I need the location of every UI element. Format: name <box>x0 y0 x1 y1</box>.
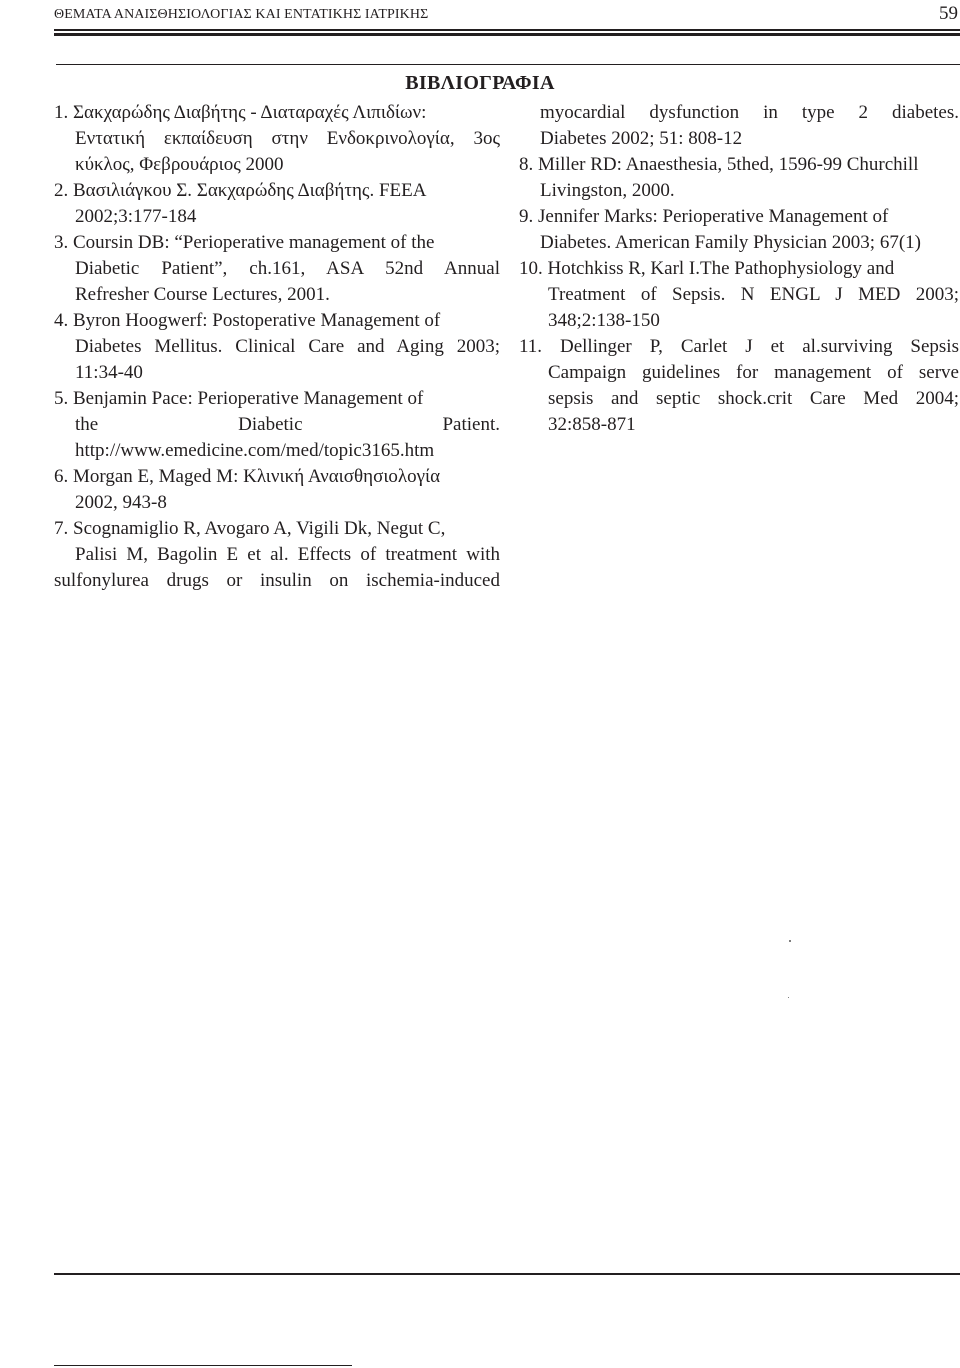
reference-line: Εντατική εκπαίδευση στην Ενδοκρινολογία, 3ος <box>75 128 500 149</box>
footnote-rule <box>54 1365 352 1366</box>
reference-line: 9. Jennifer Marks: Perioperative Management of <box>519 206 889 227</box>
reference-line: 8. Miller RD: Anaesthesia, 5thed, 1596-99 Churchill <box>519 154 919 175</box>
reference-line: sulfonylurea drugs or insulin on ischemia-induced <box>54 570 500 591</box>
reference-line: 11:34-40 <box>75 362 143 383</box>
page-number: 59 <box>939 3 958 24</box>
reference-line: 11. Dellinger P, Carlet J et al.surviving Sepsis <box>519 336 959 357</box>
reference-line: 4. Byron Hoogwerf: Postoperative Management of <box>54 310 441 331</box>
reference-line: Treatment of Sepsis. N ENGL J MED 2003; <box>548 284 959 305</box>
section-rule <box>56 64 960 65</box>
reference-line: 2002;3:177-184 <box>75 206 197 227</box>
reference-line: the Diabetic Patient. <box>75 414 500 435</box>
references-left-column <box>54 100 500 594</box>
reference-line: myocardial dysfunction in type 2 diabetes. <box>540 102 959 123</box>
reference-line: sepsis and septic shock.crit Care Med 2004; <box>548 388 959 409</box>
reference-line: 7. Scognamiglio R, Avogaro A, Vigili Dk, Negut C, <box>54 518 446 539</box>
reference-line: κύκλος, Φεβρουάριος 2000 <box>75 154 284 175</box>
reference-line: Diabetes. American Family Physician 2003; 67(1) <box>540 232 921 253</box>
reference-line: http://www.emedicine.com/med/topic3165.htm <box>75 440 435 461</box>
running-title: ΘΕΜΑΤΑ ΑΝΑΙΣΘΗΣΙΟΛΟΓΙΑΣ ΚΑΙ ΕΝΤΑΤΙΚΗΣ ΙΑΤΡΙΚΗΣ <box>54 7 429 22</box>
header-rule-thin <box>54 29 960 31</box>
reference-line: Campaign guidelines for management of serve <box>548 362 959 383</box>
print-speck <box>788 997 789 998</box>
reference-line: 2. Βασιλιάγκου Σ. Σακχαρώδης Διαβήτης. FEEA <box>54 180 427 201</box>
running-header <box>54 3 960 27</box>
reference-line: Diabetic Patient”, ch.161, ASA 52nd Annual <box>75 258 500 279</box>
reference-line: 6. Morgan E, Maged M: Κλινική Αναισθησιολογία <box>54 466 441 487</box>
reference-line: 10. Hotchkiss R, Karl I.The Pathophysiology and <box>519 258 895 279</box>
reference-line: Livingston, 2000. <box>540 180 675 201</box>
reference-line: 348;2:138-150 <box>548 310 660 331</box>
reference-line: 2002, 943-8 <box>75 492 167 513</box>
header-rule-thick <box>54 33 960 36</box>
reference-line: 5. Benjamin Pace: Perioperative Management of <box>54 388 424 409</box>
reference-line: Palisi M, Bagolin E et al. Effects of treatment with <box>75 544 500 565</box>
reference-line: Diabetes Mellitus. Clinical Care and Aging 2003; <box>75 336 500 357</box>
reference-line: Diabetes 2002; 51: 808-12 <box>540 128 743 149</box>
section-title: ΒΙΒΛΙΟΓΡΑΦΙΑ <box>405 72 555 94</box>
references-right-column <box>519 100 959 438</box>
reference-line: 32:858-871 <box>548 414 636 435</box>
print-speck <box>789 940 791 942</box>
reference-line: 3. Coursin DB: “Perioperative management of the <box>54 232 435 253</box>
reference-line: 1. Σακχαρώδης Διαβήτης - Διαταραχές Λιπιδίων: <box>54 102 427 123</box>
reference-line: Refresher Course Lectures, 2001. <box>75 284 330 305</box>
footer-rule <box>54 1273 960 1275</box>
